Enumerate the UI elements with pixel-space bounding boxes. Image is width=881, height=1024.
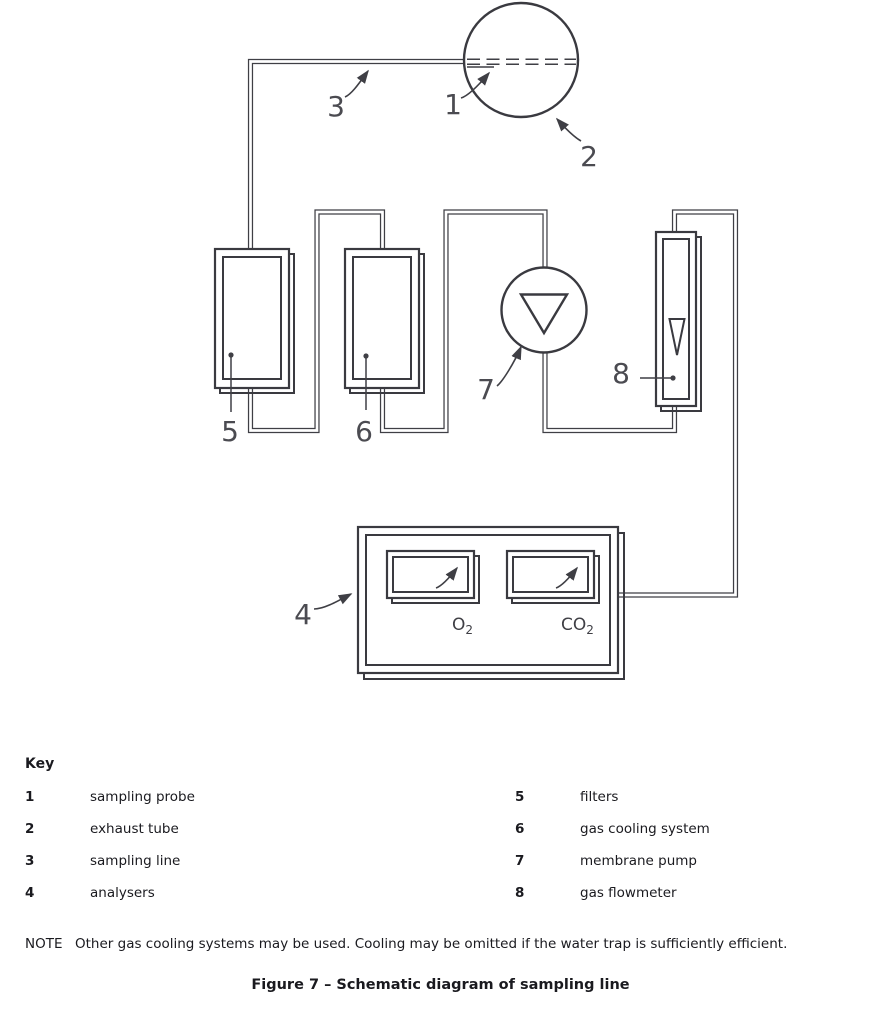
filters-box <box>215 249 294 393</box>
callout-6: 6 <box>355 415 373 448</box>
gas-cooling-box <box>345 249 424 393</box>
key-row-3 <box>0 853 881 873</box>
key-item-label: analysers <box>90 885 155 901</box>
sampling-line-pipe <box>251 62 471 256</box>
co2-label: $CO_2$ <box>561 615 594 637</box>
arrow-to-analysers <box>314 594 351 609</box>
note-label: NOTE <box>25 936 63 952</box>
key-item-label: membrane pump <box>580 853 697 869</box>
callout-5: 5 <box>221 415 239 448</box>
key-item-number: 5 <box>515 789 525 805</box>
callout-3: 3 <box>327 90 345 123</box>
key-item-label: gas flowmeter <box>580 885 677 901</box>
key-row-1 <box>0 789 881 809</box>
key-item-label: filters <box>580 789 619 805</box>
note-text: Other gas cooling systems may be used. Cooling may be omitted if the water trap is sufficiently efficient. <box>75 936 788 952</box>
membrane-pump <box>502 268 587 353</box>
key-item-number: 1 <box>25 789 35 805</box>
key-item-number: 4 <box>25 885 35 901</box>
arrow-to-pump <box>497 347 521 386</box>
gas-flowmeter-box <box>656 232 701 411</box>
exhaust-tube-circle <box>464 3 578 117</box>
key-item-label: sampling probe <box>90 789 195 805</box>
key-item-number: 2 <box>25 821 35 837</box>
callout-4: 4 <box>294 598 312 631</box>
key-item-number: 6 <box>515 821 525 837</box>
callout-1: 1 <box>444 88 462 121</box>
key-item-number: 3 <box>25 853 35 869</box>
o2-label: $O_2$ <box>452 615 474 637</box>
callout-7: 7 <box>477 373 495 406</box>
figure-note <box>25 936 787 952</box>
key-item-label: sampling line <box>90 853 181 869</box>
key-item-label: gas cooling system <box>580 821 710 837</box>
key-item-label: exhaust tube <box>90 821 179 837</box>
key-row-4 <box>0 885 881 905</box>
co2-meter <box>507 551 599 603</box>
key-item-number: 8 <box>515 885 525 901</box>
key-row-2 <box>0 821 881 841</box>
callout-2: 2 <box>580 140 598 173</box>
arrow-to-exhaust-tube <box>557 119 581 141</box>
key-title: Key <box>25 756 55 772</box>
arrow-to-sampling-line <box>345 71 368 97</box>
key-item-number: 7 <box>515 853 525 869</box>
figure-caption: Figure 7 – Schematic diagram of sampling line <box>251 977 630 993</box>
callout-8: 8 <box>612 357 630 390</box>
o2-meter <box>387 551 479 603</box>
